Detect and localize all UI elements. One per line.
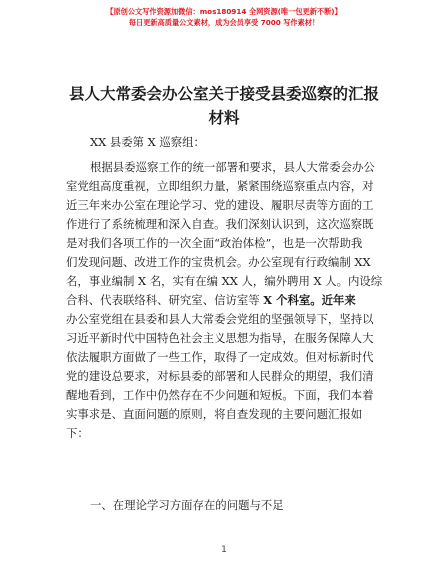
body-line: 合科、代表联络科、研究室、信访室等 X 个科室。近年来: [66, 293, 356, 307]
document-title: [54, 82, 394, 130]
body-line: 实事求是、直面问题的原则，将自查发现的主要问题汇报如: [66, 407, 363, 421]
body-line: 近三年来办公室在理论学习、党的建设、履职尽责等方面的工: [66, 198, 374, 212]
body-line: 作进行了系统梳理和深入自查。我们深刻认识到，这次巡察既: [66, 217, 374, 231]
resource-banner: [0, 6, 448, 28]
body-line: 习近平新时代中国特色社会主义思想为指导，在服务保障人大: [66, 331, 374, 345]
title-line-1: 县人大常委会办公室关于接受县委巡察的汇报: [68, 85, 379, 103]
body-line: 醒地看到，工作中仍然存在不少问题和短板。下面，我们本着: [66, 388, 374, 402]
title-line-2: 材料: [208, 109, 240, 127]
body-line: 名，事业编制 X 名，实有在编 XX 人，编外聘用 X 人。内设综: [66, 274, 383, 288]
body-line: 下：: [66, 426, 89, 440]
body-line: 办公室党组在县委和县人大常委会党组的坚强领导下，坚持以: [66, 312, 374, 326]
body-line: 是对我们各项工作的一次全面“政治体检”，也是一次帮助我: [66, 236, 363, 250]
bold-text: X 个科室。近年来: [263, 293, 356, 307]
body-line: 们发现问题、改进工作的宝贵机会。办公室现有行政编制 XX: [66, 255, 371, 269]
banner-line-1: 【原创公文写作资源加微信：mos180914 全网资源(唯一包更新不断)】: [106, 7, 342, 16]
body-line: 党的建设总要求，对标县委的部署和人民群众的期望，我们清: [66, 369, 374, 383]
section-heading: 一、在理论学习方面存在的问题与不足: [90, 498, 284, 512]
body-line: 依法履职方面做了一些工作，取得了一定成效。但对标新时代: [66, 350, 374, 364]
body-line: 室党组高度重视，立即组织力量，紧紧围绕巡察重点内容，对: [66, 179, 374, 193]
page-number: 1: [221, 545, 227, 555]
body-line: 根据县委巡察工作的统一部署和要求，县人大常委会办公: [90, 160, 375, 174]
salutation: XX 县委第 X 巡察组：: [90, 135, 205, 149]
banner-line-2: 每日更新高质量公文素材，成为会员享受 7000 写作素材！: [128, 18, 320, 27]
